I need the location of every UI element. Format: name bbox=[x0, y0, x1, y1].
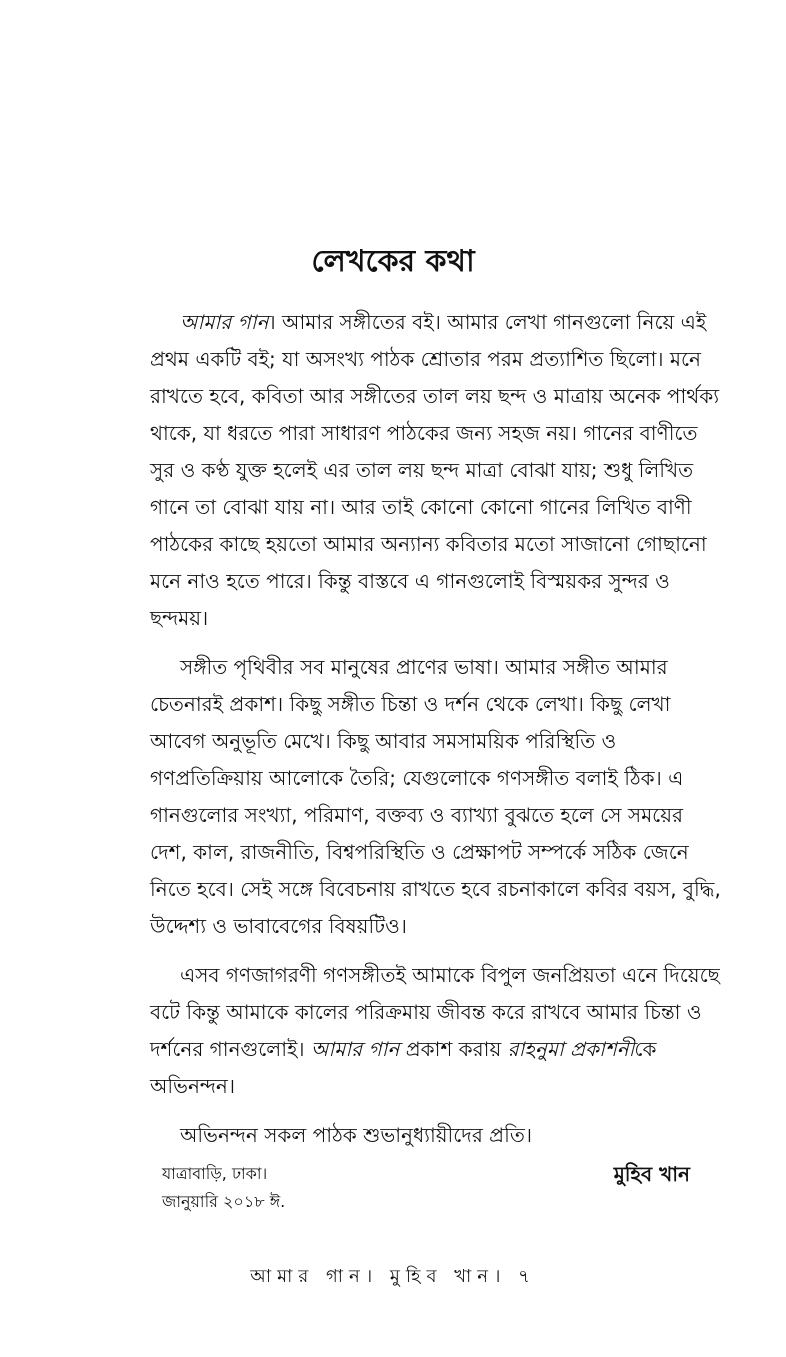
paragraph-1 bbox=[150, 304, 722, 637]
page-title: লেখকের কথা bbox=[311, 244, 475, 279]
paragraph-3 bbox=[150, 957, 722, 1105]
author-signature: মুহিব খান bbox=[613, 1162, 690, 1186]
preface-body bbox=[150, 304, 722, 1166]
place-date-block bbox=[162, 1160, 285, 1216]
publisher-name-italic: রাহনুমা প্রকাশনী bbox=[507, 1037, 635, 1061]
paragraph-3-text-c: কে অভিনন্দন। bbox=[150, 1037, 657, 1098]
date: জানুয়ারি ২০১৮ ঈ. bbox=[162, 1192, 286, 1211]
place: যাত্রাবাড়ি, ঢাকা। bbox=[162, 1164, 268, 1183]
paragraph-1-text: । আমার সঙ্গীতের বই। আমার লেখা গানগুলো নিয়ে এই প্রথম একটি বই; যা অসংখ্য পাঠক শ্রোতার পরম প্রত্যাশিত ছিলো। মনে রাখতে হবে, কবিতা আর সঙ্গীতের তাল লয় ছন্দ ও মাত্রায় অনেক পার্থক্য থাকে, যা ধরতে পারা সাধারণ পাঠকের জন্য সহজ নয়। গানের বাণীতে সুর ও কণ্ঠ যুক্ত হলেই এর তাল লয় ছন্দ মাত্রা বোঝা যায়; শুধু লিখিত গানে তা বোঝা যায় না। আর তাই কোনো কোনো গানের লিখিত বাণী পাঠকের কাছে হয়তো আমার অন্যান্য কবিতার মতো সাজানো গোছানো মনে নাও হতে পারে। কিন্তু বাস্তবে এ গানগুলোই বিস্ময়কর সুন্দর ও ছন্দময়। bbox=[150, 310, 720, 630]
book-title-italic: আমার গান bbox=[180, 310, 269, 334]
page-footer: আমার গান। মুহিব খান। ৭ bbox=[250, 1266, 536, 1287]
paragraph-3-text-a: এসব গণজাগরণী গণসঙ্গীতই আমাকে বিপুল জনপ্রিয়তা এনে দিয়েছে বটে কিন্তু আমাকে কালের পরিক্রমায় জীবন্ত করে রাখবে আমার চিন্তা ও দর্শনের গানগুলোই। bbox=[150, 963, 720, 1061]
book-title-italic-2: আমার গান bbox=[310, 1037, 400, 1061]
paragraph-2: সঙ্গীত পৃথিবীর সব মানুষের প্রাণের ভাষা। আমার সঙ্গীত আমার চেতনারই প্রকাশ। কিছু সঙ্গীত চিন্তা ও দর্শন থেকে লেখা। কিছু লেখা আবেগ অনুভূতি মেখে। কিছু আবার সমসাময়িক পরিস্থিতি ও গণপ্রতিক্রিয়ায় আলোকে তৈরি; যেগুলোকে গণসঙ্গীত বলাই ঠিক। এ গানগুলোর সংখ্যা, পরিমাণ, বক্তব্য ও ব্যাখ্যা বুঝতে হলে সে সময়ের দেশ, কাল, রাজনীতি, বিশ্বপরিস্থিতি ও প্রেক্ষাপট সম্পর্কে সঠিক জেনে নিতে হবে। সেই সঙ্গে বিবেচনায় রাখতে হবে রচনাকালে কবির বয়স, বুদ্ধি, উদ্দেশ্য ও ভাবাবেগের বিষয়টিও। bbox=[150, 655, 721, 938]
paragraph-4: অভিনন্দন সকল পাঠক শুভানুধ্যায়ীদের প্রতি। bbox=[180, 1123, 532, 1147]
paragraph-3-text-b: প্রকাশ করায় bbox=[405, 1037, 502, 1061]
